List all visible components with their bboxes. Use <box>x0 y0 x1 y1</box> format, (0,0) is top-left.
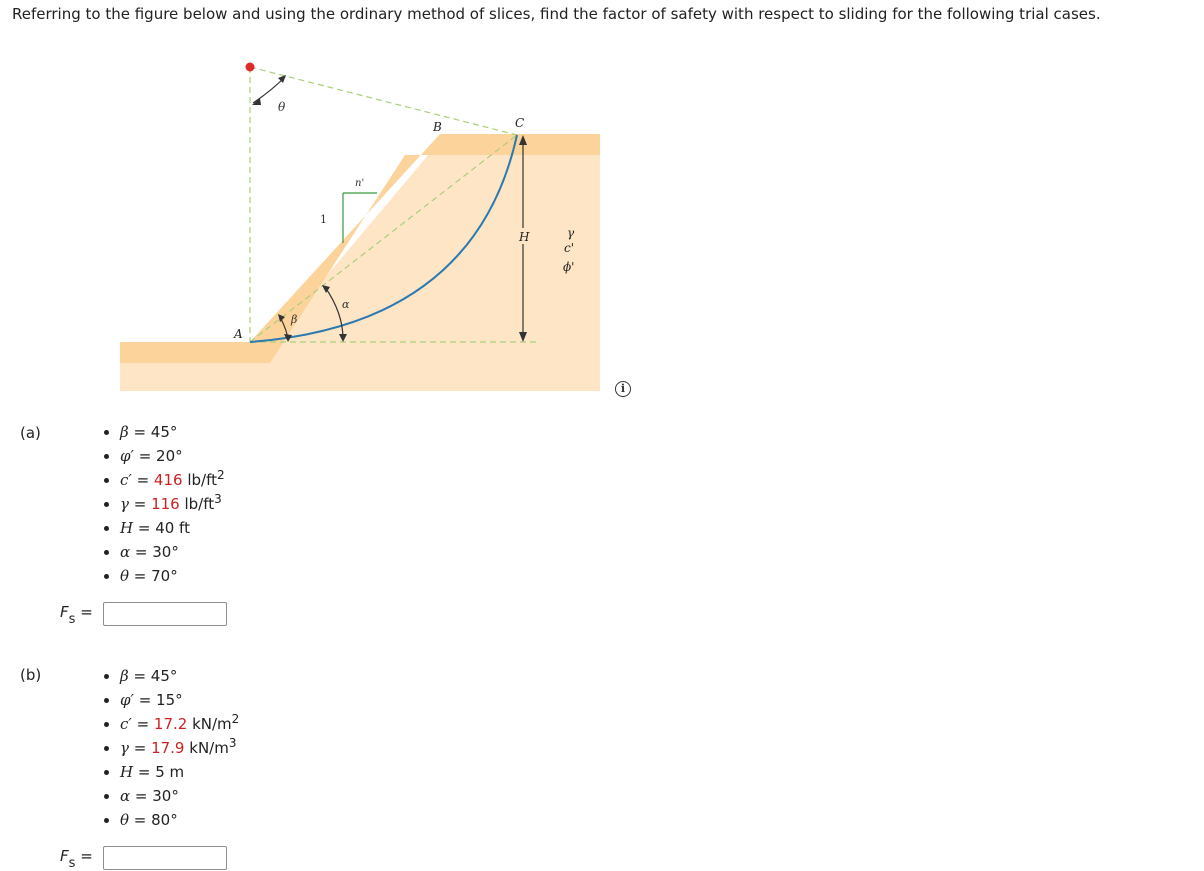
label-c: C <box>515 116 525 130</box>
part-b-label: (b) <box>20 666 42 684</box>
part-a-params <box>104 420 225 588</box>
theta-arrowhead-1 <box>252 98 261 105</box>
circle-center-point <box>246 63 255 72</box>
param-theta: • θ = 80° <box>120 808 239 832</box>
param-beta: • β = 45° <box>120 420 225 444</box>
param-alpha: • α = 30° <box>120 540 225 564</box>
param-theta: • θ = 70° <box>120 564 225 588</box>
param-beta: • β = 45° <box>120 664 239 688</box>
param-c: • c′ = 17.2 $kN/m^2$ <box>120 712 239 736</box>
param-gamma: • γ = 17.9 $kN/m^3$ <box>120 736 239 760</box>
label-a: A <box>234 327 243 341</box>
param-h: • H = 5 m <box>120 760 239 784</box>
param-gamma: • γ = 116 $lb/ft^3$ <box>120 492 225 516</box>
label-one: 1 <box>320 213 327 226</box>
part-b-params <box>104 664 239 832</box>
question-text: Referring to the figure below and using the ordinary method of slices, find the factor of safety with respect to sliding for the following trial cases. <box>12 5 1101 23</box>
slope-figure <box>115 55 615 395</box>
label-phi-prime: ϕ' <box>563 260 575 274</box>
part-a-fs-input[interactable] <box>103 602 227 626</box>
part-a-label: (a) <box>20 424 41 442</box>
param-c: • c′ = 416 $lb/ft^2$ <box>120 468 225 492</box>
part-b-fs-input[interactable] <box>103 846 227 870</box>
radius-dashed-line <box>250 67 517 135</box>
label-gamma: γ <box>567 226 575 240</box>
param-phi: • φ′ = 15° <box>120 688 239 712</box>
label-n-prime: n' <box>355 178 365 189</box>
label-h: H <box>519 230 530 244</box>
part-b-fs-label: Fs = <box>60 847 93 871</box>
label-c-prime: c' <box>564 241 575 255</box>
param-phi: • φ′ = 20° <box>120 444 225 468</box>
part-a-fs-label: Fs = <box>60 603 93 627</box>
info-icon[interactable]: i <box>615 381 631 397</box>
label-b: B <box>433 120 442 134</box>
param-alpha: • α = 30° <box>120 784 239 808</box>
label-beta: β <box>291 313 298 326</box>
param-h: • H = 40 ft <box>120 516 225 540</box>
theta-label: θ <box>278 100 286 114</box>
label-alpha: α <box>342 298 350 311</box>
